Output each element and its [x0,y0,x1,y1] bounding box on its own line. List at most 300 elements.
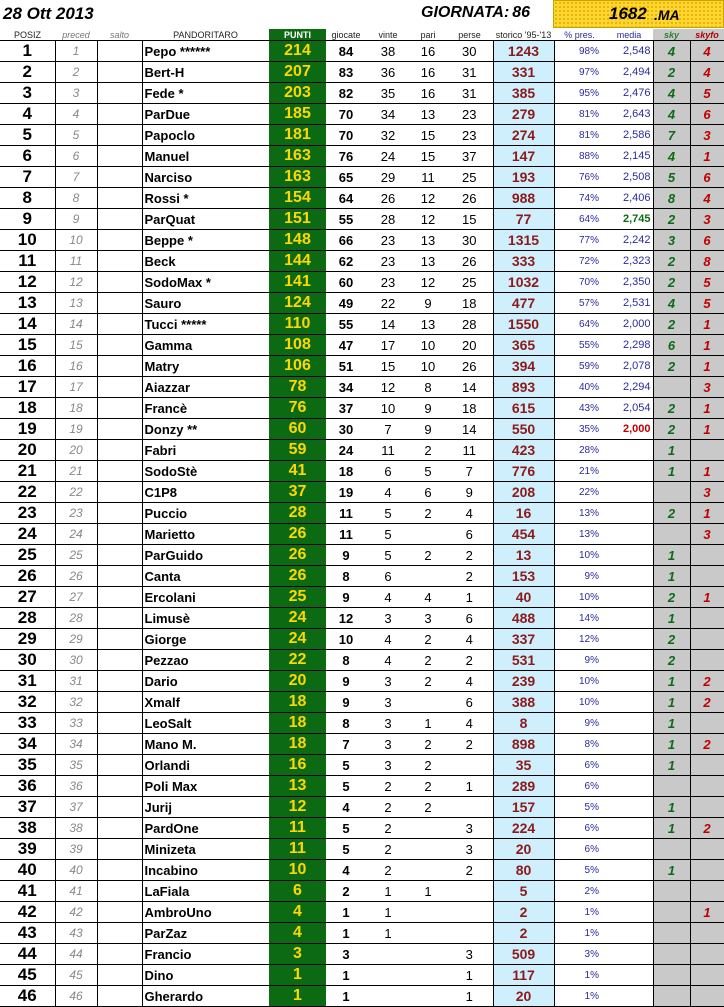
drawn-cell: 8 [410,377,446,398]
historic-cell: 615 [493,398,554,419]
historic-cell: 477 [493,293,554,314]
played-cell: 55 [326,209,366,230]
player-name-cell: SodoStè [142,461,269,482]
sky-cell: 2 [653,62,690,83]
drawn-cell [410,944,446,965]
position-cell: 20 [0,440,55,461]
giornata-label-text: GIORNATA: [421,4,510,21]
average-cell: 2,406 [605,188,653,209]
drawn-cell: 1 [410,713,446,734]
table-row [0,482,724,503]
previous-position-cell: 2 [55,62,97,83]
presence-cell: 22% [554,482,605,503]
played-cell: 49 [326,293,366,314]
previous-position-cell: 12 [55,272,97,293]
won-cell [366,965,410,986]
lost-cell: 4 [446,671,493,692]
previous-position-cell: 1 [55,41,97,62]
salto-cell [97,398,142,419]
played-cell: 76 [326,146,366,167]
col-pandoritaro: PANDORITARO [142,29,269,41]
presence-cell: 72% [554,251,605,272]
drawn-cell [410,860,446,881]
drawn-cell: 16 [410,41,446,62]
player-name-cell: Ercolani [142,587,269,608]
drawn-cell [410,923,446,944]
previous-position-cell: 17 [55,377,97,398]
col-storico: storico '95-'13 [493,29,554,41]
salto-cell [97,83,142,104]
previous-position-cell: 37 [55,797,97,818]
sky-cell: 4 [653,293,690,314]
historic-cell: 147 [493,146,554,167]
lost-cell: 26 [446,251,493,272]
won-cell: 32 [366,125,410,146]
points-cell: 151 [269,209,326,230]
salto-cell [97,104,142,125]
average-cell: 2,350 [605,272,653,293]
historic-cell: 16 [493,503,554,524]
points-cell: 26 [269,524,326,545]
presence-cell: 1% [554,902,605,923]
player-name-cell: Francè [142,398,269,419]
historic-cell: 893 [493,377,554,398]
historic-cell: 208 [493,482,554,503]
points-cell: 3 [269,944,326,965]
won-cell [366,986,410,1007]
player-name-cell: Marietto [142,524,269,545]
player-name-cell: Minizeta [142,839,269,860]
played-cell: 34 [326,377,366,398]
previous-position-cell: 36 [55,776,97,797]
lost-cell: 2 [446,545,493,566]
table-row [0,818,724,839]
table-row [0,545,724,566]
presence-cell: 98% [554,41,605,62]
historic-cell: 898 [493,734,554,755]
average-cell [605,608,653,629]
drawn-cell [410,524,446,545]
previous-position-cell: 46 [55,986,97,1007]
lost-cell: 3 [446,839,493,860]
lost-cell: 14 [446,419,493,440]
drawn-cell: 2 [410,545,446,566]
average-cell: 2,000 [605,314,653,335]
col-preced: preced [55,29,97,41]
points-cell: 110 [269,314,326,335]
salto-cell [97,230,142,251]
drawn-cell [410,566,446,587]
points-cell: 11 [269,839,326,860]
average-cell [605,902,653,923]
sky-cell: 1 [653,671,690,692]
table-row [0,881,724,902]
position-cell: 40 [0,860,55,881]
table-row [0,125,724,146]
player-name-cell: Tucci ***** [142,314,269,335]
historic-cell: 988 [493,188,554,209]
played-cell: 9 [326,587,366,608]
col-sky: sky [653,29,690,41]
position-cell: 45 [0,965,55,986]
average-cell: 2,323 [605,251,653,272]
sky-cell: 1 [653,818,690,839]
historic-cell: 239 [493,671,554,692]
played-cell: 55 [326,314,366,335]
average-cell [605,734,653,755]
position-cell: 1 [0,41,55,62]
skyfo-cell: 2 [690,671,724,692]
points-cell: 124 [269,293,326,314]
won-cell: 26 [366,188,410,209]
position-cell: 35 [0,755,55,776]
table-row [0,167,724,188]
position-cell: 2 [0,62,55,83]
lost-cell: 2 [446,566,493,587]
previous-position-cell: 43 [55,923,97,944]
previous-position-cell: 26 [55,566,97,587]
played-cell: 4 [326,860,366,881]
salto-cell [97,167,142,188]
played-cell: 84 [326,41,366,62]
salto-cell [97,461,142,482]
points-cell: 25 [269,587,326,608]
average-cell [605,587,653,608]
historic-cell: 776 [493,461,554,482]
lost-cell [446,902,493,923]
lost-cell: 23 [446,125,493,146]
sky-cell: 2 [653,419,690,440]
won-cell: 4 [366,587,410,608]
previous-position-cell: 4 [55,104,97,125]
table-row [0,209,724,230]
played-cell: 10 [326,629,366,650]
drawn-cell: 2 [410,755,446,776]
player-name-cell: Donzy ** [142,419,269,440]
lost-cell: 2 [446,734,493,755]
player-name-cell: Sauro [142,293,269,314]
won-cell: 3 [366,671,410,692]
col-posiz: POSIZ [0,29,55,41]
drawn-cell: 2 [410,440,446,461]
position-cell: 38 [0,818,55,839]
sky-cell: 1 [653,713,690,734]
player-name-cell: C1P8 [142,482,269,503]
skyfo-cell [690,860,724,881]
player-name-cell: Incabino [142,860,269,881]
table-row [0,146,724,167]
player-name-cell: AmbroUno [142,902,269,923]
presence-cell: 1% [554,923,605,944]
presence-cell: 10% [554,692,605,713]
drawn-cell: 10 [410,356,446,377]
position-cell: 19 [0,419,55,440]
skyfo-cell [690,881,724,902]
position-cell: 37 [0,797,55,818]
skyfo-cell: 1 [690,419,724,440]
skyfo-cell: 5 [690,293,724,314]
skyfo-cell: 1 [690,503,724,524]
sky-cell [653,944,690,965]
table-row [0,503,724,524]
presence-cell: 70% [554,272,605,293]
played-cell: 47 [326,335,366,356]
skyfo-cell: 1 [690,356,724,377]
sky-cell: 8 [653,188,690,209]
historic-cell: 509 [493,944,554,965]
previous-position-cell: 42 [55,902,97,923]
skyfo-cell [690,629,724,650]
played-cell: 11 [326,503,366,524]
player-name-cell: Jurij [142,797,269,818]
won-cell: 23 [366,251,410,272]
salto-cell [97,419,142,440]
won-cell: 2 [366,818,410,839]
standings-table [0,29,724,1007]
historic-cell: 1032 [493,272,554,293]
historic-cell: 337 [493,629,554,650]
points-cell: 6 [269,881,326,902]
average-cell [605,692,653,713]
previous-position-cell: 34 [55,734,97,755]
sky-cell [653,965,690,986]
table-row [0,41,724,62]
previous-position-cell: 23 [55,503,97,524]
played-cell: 2 [326,881,366,902]
lost-cell: 3 [446,818,493,839]
position-cell: 14 [0,314,55,335]
salto-cell [97,251,142,272]
won-cell: 5 [366,545,410,566]
salto-cell [97,629,142,650]
sky-cell: 2 [653,272,690,293]
drawn-cell: 2 [410,734,446,755]
played-cell: 19 [326,482,366,503]
table-row [0,629,724,650]
played-cell: 70 [326,104,366,125]
position-cell: 13 [0,293,55,314]
position-cell: 24 [0,524,55,545]
drawn-cell: 2 [410,671,446,692]
player-name-cell: Giorge [142,629,269,650]
played-cell: 30 [326,419,366,440]
sky-cell: 1 [653,755,690,776]
won-cell: 15 [366,356,410,377]
won-cell: 14 [366,314,410,335]
table-row [0,671,724,692]
lost-cell [446,755,493,776]
sky-cell: 2 [653,587,690,608]
won-cell: 28 [366,209,410,230]
sky-cell [653,839,690,860]
historic-cell: 2 [493,923,554,944]
lost-cell: 7 [446,461,493,482]
lost-cell: 31 [446,62,493,83]
points-cell: 18 [269,713,326,734]
lost-cell: 11 [446,440,493,461]
drawn-cell: 6 [410,482,446,503]
position-cell: 21 [0,461,55,482]
sky-cell: 1 [653,566,690,587]
lost-cell: 6 [446,608,493,629]
skyfo-cell: 3 [690,125,724,146]
average-cell [605,818,653,839]
salto-cell [97,608,142,629]
table-row [0,944,724,965]
previous-position-cell: 31 [55,671,97,692]
presence-cell: 77% [554,230,605,251]
points-cell: 28 [269,503,326,524]
presence-cell: 57% [554,293,605,314]
drawn-cell: 13 [410,314,446,335]
sky-cell: 1 [653,734,690,755]
table-row [0,713,724,734]
player-name-cell: Xmalf [142,692,269,713]
points-cell: 185 [269,104,326,125]
points-cell: 214 [269,41,326,62]
giornata-label [418,4,530,22]
presence-cell: 59% [554,356,605,377]
skyfo-cell: 5 [690,83,724,104]
salto-cell [97,650,142,671]
salto-cell [97,986,142,1007]
played-cell: 70 [326,125,366,146]
points-cell: 163 [269,167,326,188]
played-cell: 24 [326,440,366,461]
points-cell: 12 [269,797,326,818]
drawn-cell: 16 [410,83,446,104]
points-cell: 76 [269,398,326,419]
previous-position-cell: 20 [55,440,97,461]
lost-cell: 30 [446,41,493,62]
points-cell: 26 [269,566,326,587]
drawn-cell [410,818,446,839]
position-cell: 12 [0,272,55,293]
lost-cell: 1 [446,965,493,986]
historic-cell: 365 [493,335,554,356]
player-name-cell: Puccio [142,503,269,524]
previous-position-cell: 22 [55,482,97,503]
drawn-cell: 16 [410,62,446,83]
average-cell [605,629,653,650]
drawn-cell: 2 [410,629,446,650]
won-cell: 11 [366,440,410,461]
table-row [0,923,724,944]
sky-cell: 6 [653,335,690,356]
won-cell: 4 [366,482,410,503]
historic-cell: 153 [493,566,554,587]
player-name-cell: Mano M. [142,734,269,755]
lost-cell: 4 [446,629,493,650]
presence-cell: 81% [554,125,605,146]
table-row [0,650,724,671]
previous-position-cell: 28 [55,608,97,629]
historic-cell: 80 [493,860,554,881]
position-cell: 30 [0,650,55,671]
lost-cell: 28 [446,314,493,335]
played-cell: 8 [326,650,366,671]
salto-cell [97,440,142,461]
historic-cell: 388 [493,692,554,713]
lost-cell [446,797,493,818]
salto-cell [97,902,142,923]
average-cell: 2,476 [605,83,653,104]
player-name-cell: Rossi * [142,188,269,209]
won-cell: 17 [366,335,410,356]
points-cell: 59 [269,440,326,461]
average-cell [605,881,653,902]
won-cell: 29 [366,167,410,188]
presence-cell: 21% [554,461,605,482]
skyfo-cell: 2 [690,818,724,839]
table-row [0,188,724,209]
points-cell: 144 [269,251,326,272]
presence-cell: 10% [554,545,605,566]
salto-cell [97,545,142,566]
table-row [0,734,724,755]
position-cell: 33 [0,713,55,734]
won-cell: 4 [366,629,410,650]
col-pari: pari [410,29,446,41]
table-row [0,776,724,797]
played-cell: 65 [326,167,366,188]
average-cell: 2,643 [605,104,653,125]
salto-cell [97,566,142,587]
won-cell: 35 [366,83,410,104]
sky-cell: 4 [653,104,690,125]
won-cell: 3 [366,734,410,755]
previous-position-cell: 33 [55,713,97,734]
historic-cell: 20 [493,986,554,1007]
played-cell: 5 [326,839,366,860]
sky-cell: 2 [653,209,690,230]
presence-cell: 6% [554,755,605,776]
average-cell: 2,548 [605,41,653,62]
lost-cell: 4 [446,713,493,734]
salto-cell [97,482,142,503]
previous-position-cell: 11 [55,251,97,272]
average-cell: 2,494 [605,62,653,83]
average-cell [605,671,653,692]
sky-cell: 1 [653,692,690,713]
skyfo-cell: 3 [690,377,724,398]
presence-cell: 6% [554,839,605,860]
drawn-cell: 13 [410,251,446,272]
skyfo-cell [690,713,724,734]
previous-position-cell: 5 [55,125,97,146]
previous-position-cell: 8 [55,188,97,209]
presence-cell: 74% [554,188,605,209]
salto-cell [97,356,142,377]
previous-position-cell: 45 [55,965,97,986]
position-cell: 7 [0,167,55,188]
col-giocate: giocate [326,29,366,41]
previous-position-cell: 18 [55,398,97,419]
presence-cell: 13% [554,503,605,524]
won-cell: 34 [366,104,410,125]
historic-cell: 423 [493,440,554,461]
points-cell: 141 [269,272,326,293]
points-cell: 41 [269,461,326,482]
player-name-cell: Matry [142,356,269,377]
player-name-cell: Aiazzar [142,377,269,398]
historic-cell: 385 [493,83,554,104]
average-cell: 2,145 [605,146,653,167]
won-cell: 6 [366,566,410,587]
table-row [0,608,724,629]
points-cell: 106 [269,356,326,377]
position-cell: 41 [0,881,55,902]
